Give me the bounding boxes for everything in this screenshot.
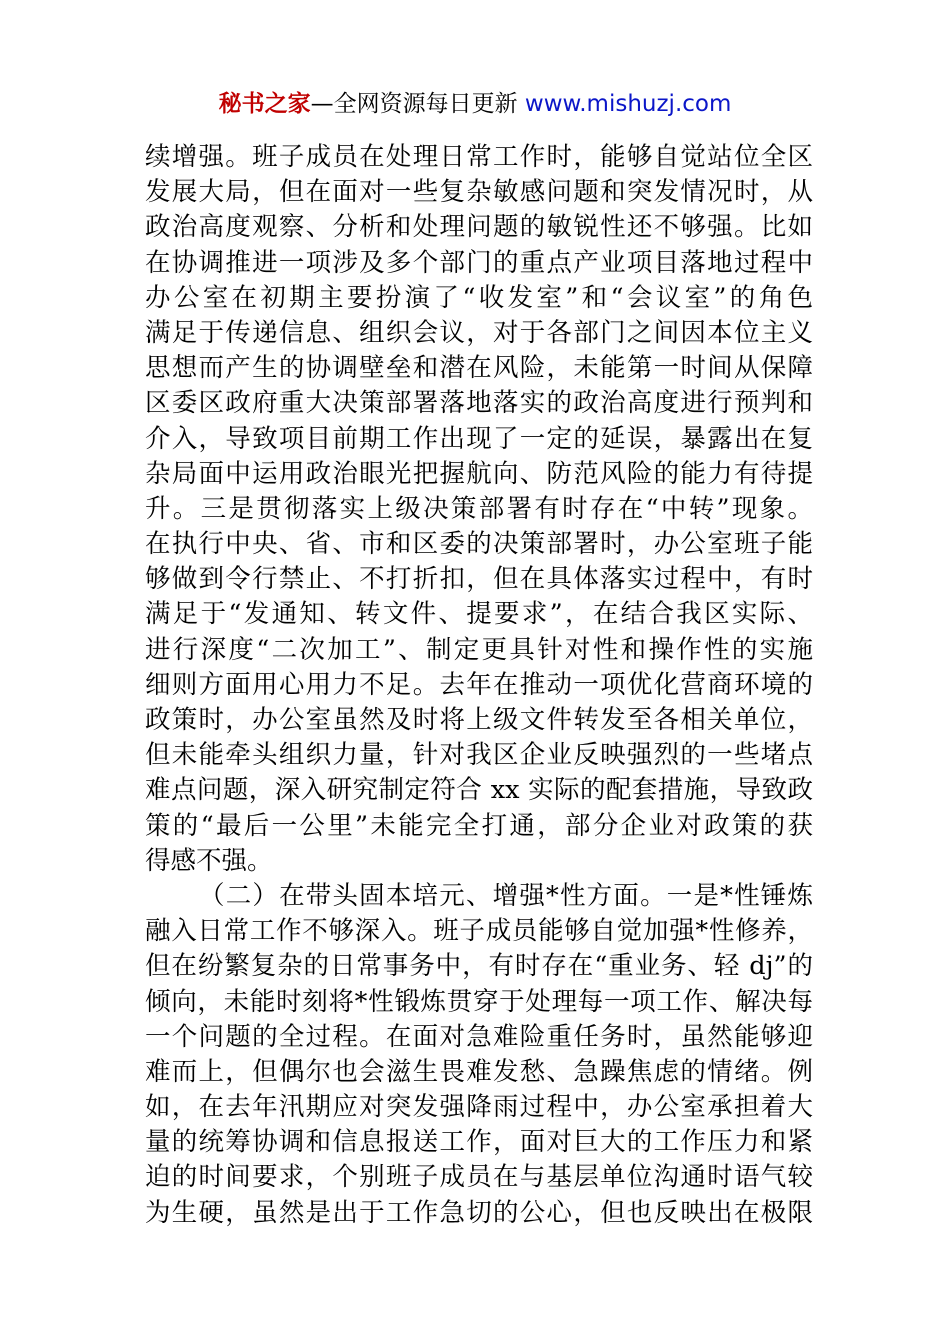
text-line: 为生硬，虽然是出于工作急切的公心，但也反映出在极限	[145, 1197, 813, 1228]
document-body	[145, 140, 813, 1231]
text-line: 升。三是贯彻落实上级决策部署有时存在“中转”现象。	[145, 493, 813, 524]
page-header	[0, 88, 950, 120]
text-line: 政治高度观察、分析和处理问题的敏锐性还不够强。比如	[145, 212, 813, 243]
text-line: 够做到令行禁止、不打折扣，但在具体落实过程中，有时	[145, 564, 813, 595]
text-line: 融入日常工作不够深入。班子成员能够自觉加强*性修养，	[145, 916, 813, 947]
text-line: 在协调推进一项涉及多个部门的重点产业项目落地过程中	[145, 247, 813, 278]
site-brand: 秘书之家	[218, 91, 311, 117]
text-line: 倾向，未能时刻将*性锻炼贯穿于处理每一项工作、解决每	[145, 986, 813, 1017]
site-url-link[interactable]: www.mishuzj.com	[524, 91, 732, 117]
text-line: 但未能牵头组织力量，针对我区企业反映强烈的一些堵点	[145, 740, 813, 771]
text-line: 细则方面用心用力不足。去年在推动一项优化营商环境的	[145, 669, 813, 700]
text-line: 策的“最后一公里”未能完全打通，部分企业对政策的获	[145, 810, 813, 841]
text-line: 迫的时间要求，个别班子成员在与基层单位沟通时语气较	[145, 1162, 813, 1193]
section-heading-line: （二）在带头固本培元、增强*性方面。一是*性锤炼	[199, 880, 813, 911]
text-line: 一个问题的全过程。在面对急难险重任务时，虽然能够迎	[145, 1021, 813, 1052]
text-line: 难而上，但偶尔也会滋生畏难发愁、急躁焦虑的情绪。例	[145, 1056, 813, 1087]
text-line: 思想而产生的协调壁垒和潜在风险，未能第一时间从保障	[145, 353, 813, 384]
text-line: 满足于“发通知、转文件、提要求”，在结合我区实际、	[145, 599, 813, 630]
text-line: 得感不强。	[145, 845, 273, 876]
text-line: 续增强。班子成员在处理日常工作时，能够自觉站位全区	[145, 142, 813, 172]
text-line: 办公室在初期主要扮演了“收发室”和“会议室”的角色	[145, 282, 813, 313]
text-line: 满足于传递信息、组织会议，对于各部门之间因本位主义	[145, 317, 813, 348]
text-line: 如，在去年汛期应对突发强降雨过程中，办公室承担着大	[145, 1092, 813, 1123]
text-line: 在执行中央、省、市和区委的决策部署时，办公室班子能	[145, 529, 813, 560]
site-tagline: —全网资源每日更新	[310, 91, 525, 117]
text-line: 发展大局，但在面对一些复杂敏感问题和突发情况时，从	[145, 177, 813, 208]
text-line: 量的统筹协调和信息报送工作，面对巨大的工作压力和紧	[145, 1127, 813, 1158]
text-line: 但在纷繁复杂的日常事务中，有时存在“重业务、轻 dj”的	[145, 951, 813, 982]
text-line: 难点问题，深入研究制定符合 xx 实际的配套措施，导致政	[145, 775, 813, 806]
text-line: 杂局面中运用政治眼光把握航向、防范风险的能力有待提	[145, 458, 813, 489]
text-line: 介入，导致项目前期工作出现了一定的延误，暴露出在复	[145, 423, 813, 454]
text-line: 进行深度“二次加工”、制定更具针对性和操作性的实施	[145, 634, 813, 665]
text-line: 政策时，办公室虽然及时将上级文件转发至各相关单位，	[145, 705, 813, 735]
text-line: 区委区政府重大决策部署落地落实的政治高度进行预判和	[145, 388, 813, 419]
